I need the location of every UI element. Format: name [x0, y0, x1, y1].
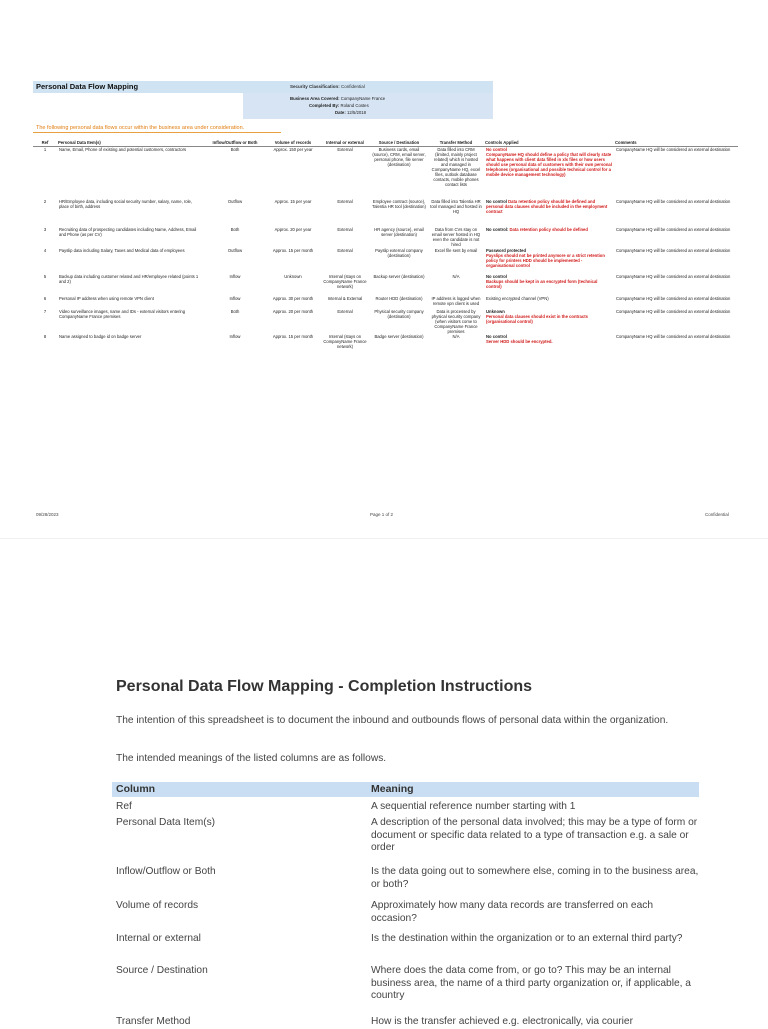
definition-meaning: Approximately how many data records are transferred on each occasion? [371, 900, 653, 924]
instructions-intro: The intention of this spreadsheet is to document the inbound and outbounds flows of personal data within the organization. [116, 715, 669, 726]
definition-meaning: Where does the data come from, or go to? This may be an internal business area, the name of a third party organization or, if applicable, a country [371, 965, 691, 1001]
meaning-heading: Meaning [371, 783, 414, 795]
definition-name: Source / Destination [116, 965, 208, 976]
definition-meaning: A sequential reference number starting with 1 [371, 801, 576, 812]
table-row: 7 Video surveillance images, name and IDs - external visitors entering CompanyName France premises Both Approx. 20 per month External Physical security company (destination) Data is processed by physical security company (when visitors come to CompanyName France premises Unknown Personal data clauses should exist in the contracts (organisational control) CompanyName HQ will be considered an external destination [43, 308, 731, 334]
col-item: Personal Data Item(s) [57, 140, 204, 147]
definition-name: Internal or external [116, 933, 201, 944]
col-method: Transfer Method [428, 140, 484, 147]
definition-name: Ref [116, 801, 132, 812]
sheet-title: Personal Data Flow Mapping [36, 82, 139, 91]
classification-value: Confidential [341, 84, 365, 89]
col-source: Source / Destination [370, 140, 428, 147]
definition-meaning: Is the destination within the organization or to an external third party? [371, 933, 683, 944]
table-row: 4 Payslip data including Salary, Taxes and Medical data of employees Outflow Approx. 15 per month External Payslip external company (destination) Excel file sent by email Password protected Payslips should not be printed anymore or a strict retention policy for printers HDD should be implemented - organisational control CompanyName HQ will be considered an external destination [43, 247, 731, 268]
note-underline [33, 132, 281, 133]
col-internal: Internal or external [320, 140, 370, 147]
definition-name: Transfer Method [116, 1016, 191, 1027]
footer-date: 09/28/2023 [36, 512, 59, 517]
definition-meaning: Is the data going out to somewhere else, coming in to the business area, or both? [371, 866, 699, 890]
instructions-page [0, 560, 768, 1027]
table-row: 6 Personal IP address when using remote VPN client Inflow Approx. 30 per month Internal & External Router HDD (destination) IP address is logged when remote vpn client is used Existing encrypted channel (VPN) CompanyName HQ will be considered an external destination [43, 295, 731, 306]
table-row: 8 Name assigned to badge id on badge server Inflow Approx. 15 per month Internal (stays on CompanyName France network) Badge server (destination) N/A No control Server HDD should be encrypted. CompanyName HQ will be considered an external destination [43, 333, 731, 349]
meta-completed-by: Completed By: Roland Costes [309, 103, 369, 108]
instructions-intro-2: The intended meanings of the listed columns are as follows. [116, 753, 387, 764]
meta-date: Date: 12/5/2018 [335, 110, 367, 115]
definition-meaning: How is the transfer achieved e.g. electronically, via courier [371, 1016, 633, 1027]
col-controls: Controls Applied [484, 140, 614, 147]
col-volume: Volume of records [266, 140, 320, 147]
data-flow-table [33, 140, 738, 356]
col-ref: Ref [33, 140, 57, 147]
column-heading: Column [116, 783, 156, 795]
definition-meaning: A description of the personal data involved; this may be a type of form or document or specific data related to a type of transaction e.g. a sale or order [371, 817, 698, 853]
definition-name: Inflow/Outflow or Both [116, 866, 216, 877]
definitions-header [112, 782, 699, 797]
table-row: 3 Recruiting data of prospecting candidates including Name, Address, Email and Phone (as per CV) Both Approx. 20 per year External HR agency (source), email server (destination) Data from CVs stay on email server hosted in HQ even the candidate is not hired No control: Data retention policy should be defined CompanyName HQ will be considered an external destination [43, 226, 731, 247]
classification-label: Security Classification: [290, 84, 340, 89]
footer-page: Page 1 of 2 [370, 512, 394, 517]
table-row: 1 Name, Email, Phone of existing and potential customers, contractors Both Approx. 150 per year External Business cards, email (source), CRM, email server, personal phone, file server (destination) Data filled into CRM (limited, mainly project related) which is hosted and managed in CompanyName HQ, excel files, outlook database contacts, mobile phones contact lists No control CompanyName HQ should define a policy that will clearly state what happens with client data filled in xls files or how users should use personal data of customers with their own personal telephones (organisational and possible technical control for a mobile device management technology) CompanyName HQ will be considered an external destination [43, 147, 731, 187]
page-divider [0, 538, 768, 539]
meta-business-area: Business Area Covered: CompanyName France [290, 96, 386, 101]
instructions-title: Personal Data Flow Mapping - Completion Instructions [116, 678, 533, 695]
col-flow: Inflow/Outflow or Both [204, 140, 266, 147]
intro-note: The following personal data flows occur within the business area under consideration. [36, 125, 245, 131]
col-comments: Comments [614, 140, 738, 147]
table-row: 2 HR/Employee data, including social security number, salary, name, role, place of birth, address Outflow Approx. 15 per year External Employee contract (source), Talentia HR tool (destination) Data filled into Talentia HR tool managed and hosted in HQ No control Data retention policy should be defined and personal data clauses should be included in the employment contract CompanyName HQ will be considered an external destination [43, 198, 731, 214]
footer-classification: Confidential [705, 512, 729, 517]
security-classification [290, 84, 365, 89]
definition-name: Volume of records [116, 900, 199, 911]
table-row: 5 Backup data including customer related and HR/employee related (points 1 and 2) Inflow Unknown Internal (stays on CompanyName France network) Backup server (destination) N/A No control Backups should be kept in an encrypted form (technical control) CompanyName HQ will be considered an external destination [43, 273, 731, 289]
definition-name: Personal Data Item(s) [116, 817, 216, 828]
